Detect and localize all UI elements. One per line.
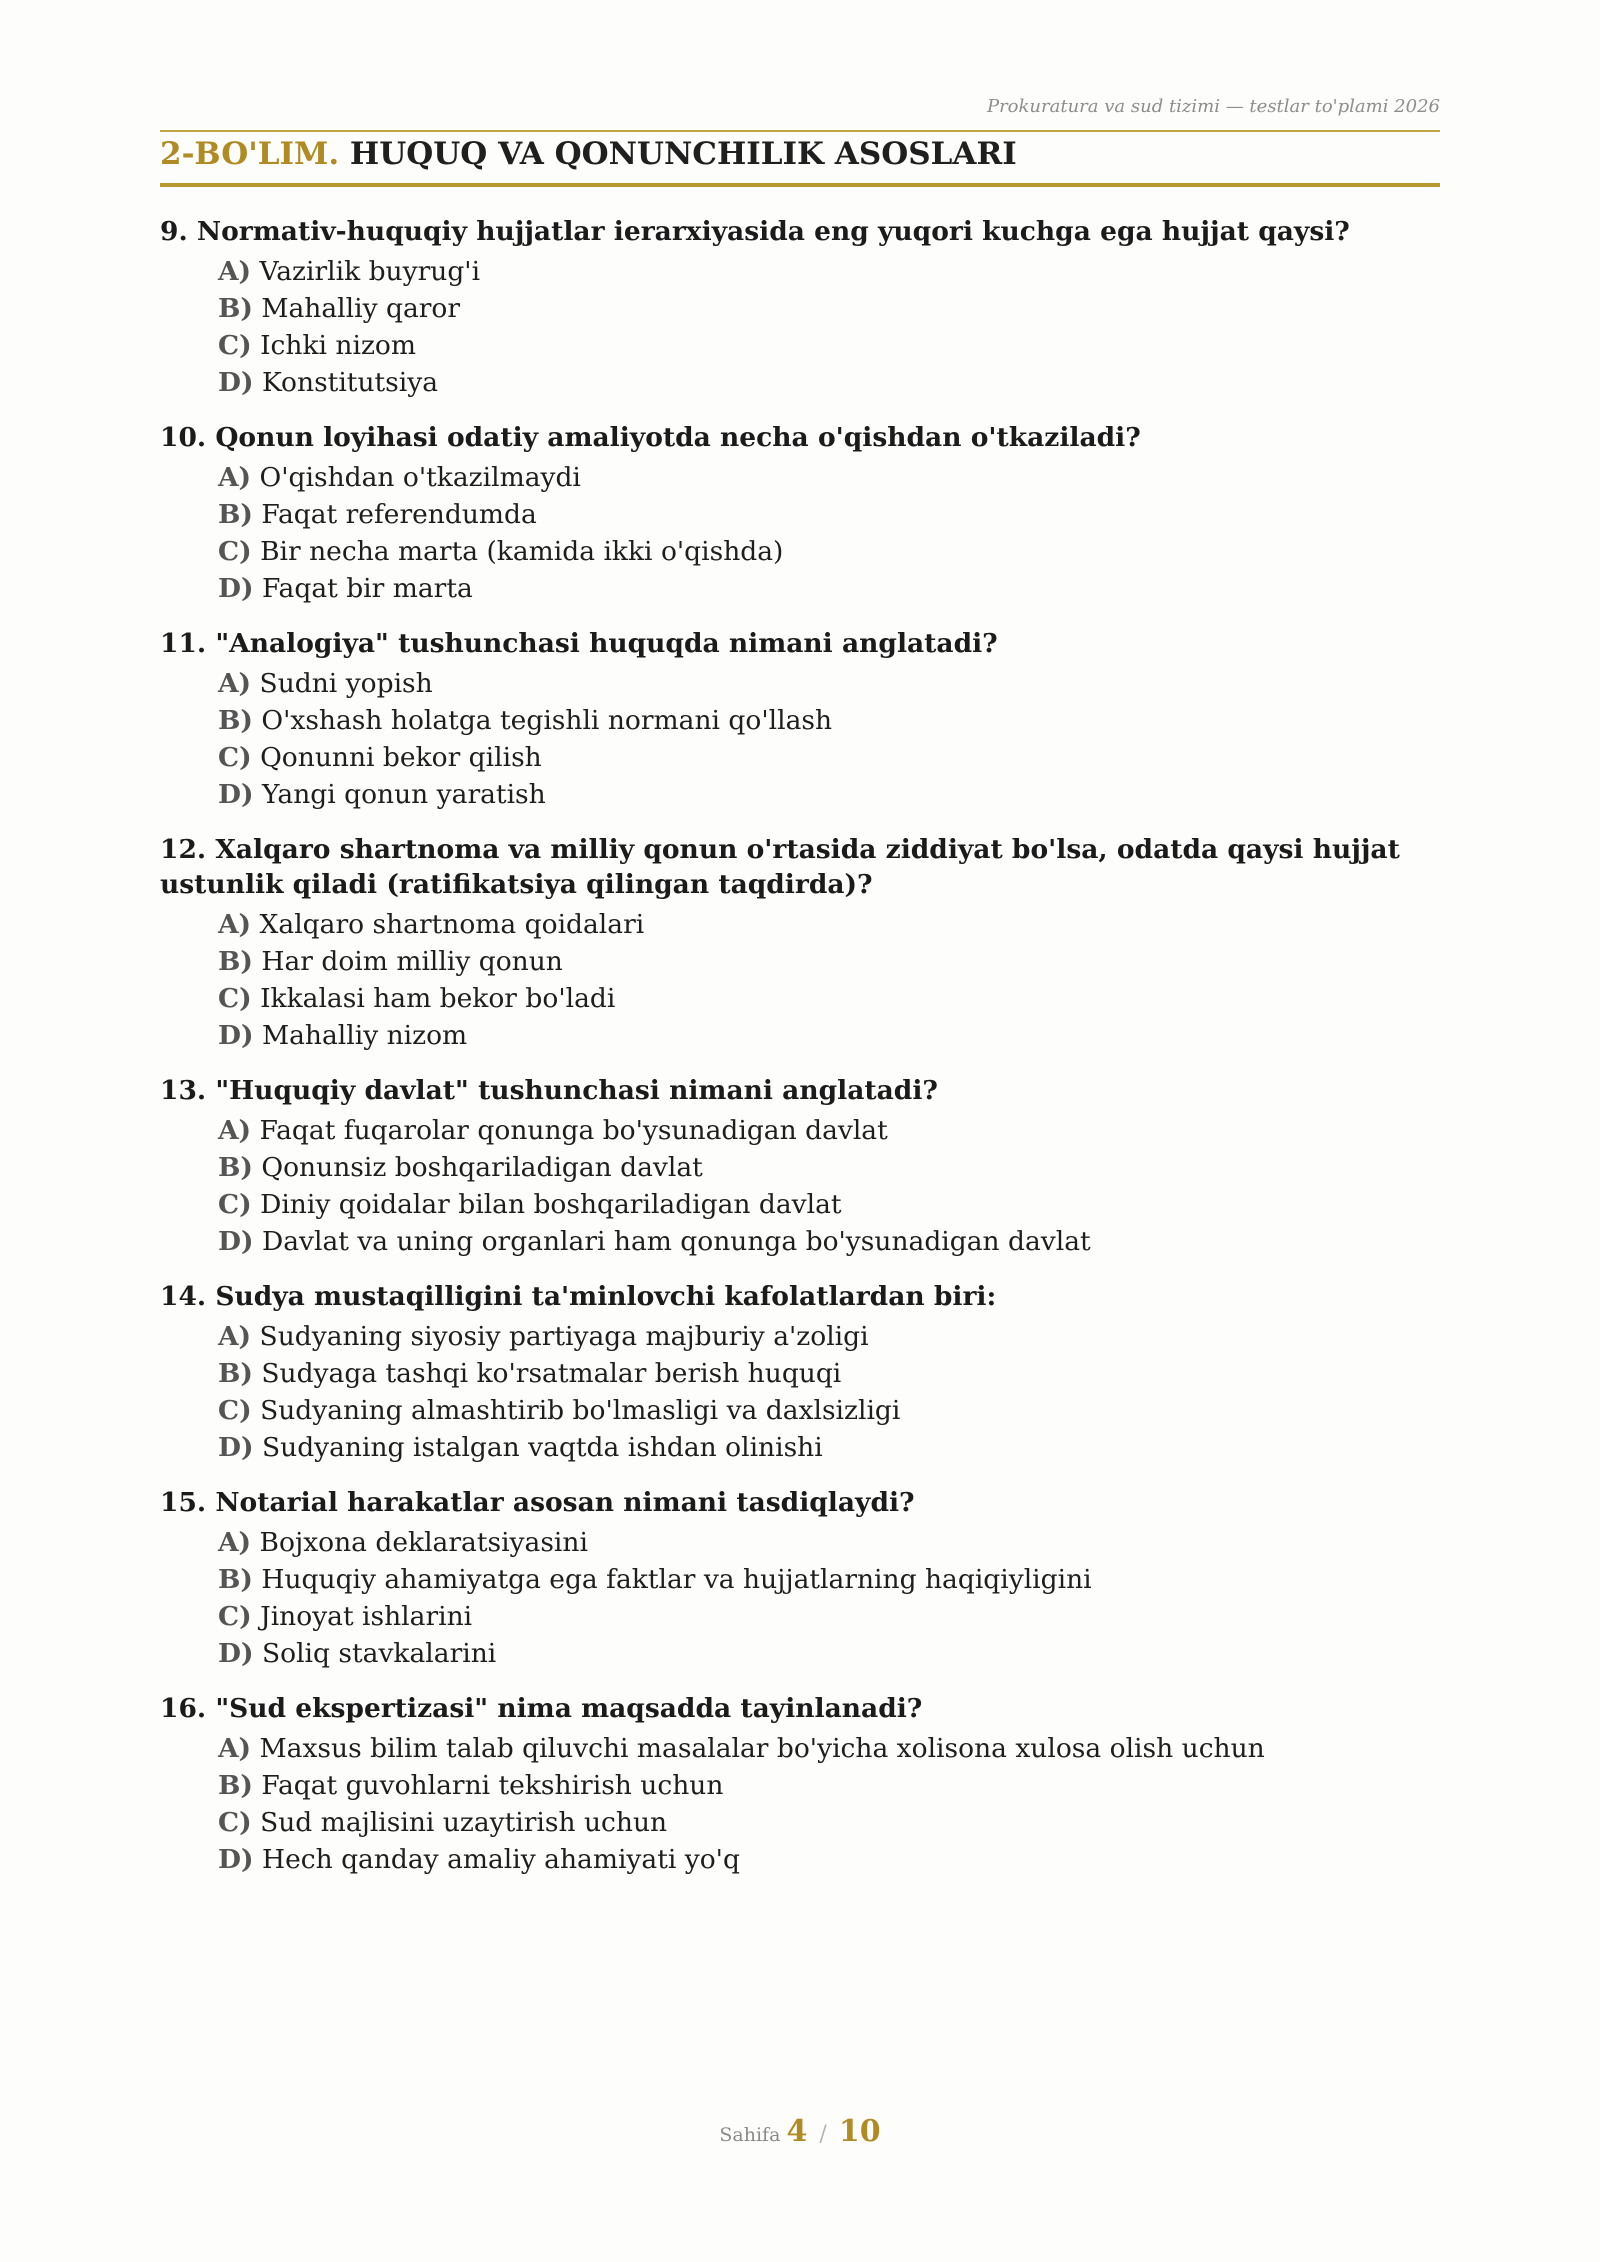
option-letter: B) xyxy=(218,1564,253,1595)
answer-option xyxy=(218,739,1440,776)
answer-option xyxy=(218,1598,1440,1635)
option-text: O'qishdan o'tkazilmaydi xyxy=(259,462,581,493)
answer-option xyxy=(218,1017,1440,1054)
answer-option xyxy=(218,1186,1440,1223)
answer-option xyxy=(218,1355,1440,1392)
option-text: Soliq stavkalarini xyxy=(261,1638,497,1669)
option-text: Faqat bir marta xyxy=(261,573,473,604)
answer-option xyxy=(218,943,1440,980)
option-text: Xalqaro shartnoma qoidalari xyxy=(259,909,645,940)
answer-option xyxy=(218,570,1440,607)
option-list xyxy=(218,1112,1440,1260)
option-letter: A) xyxy=(218,256,252,287)
option-letter: A) xyxy=(218,1733,252,1764)
answer-option xyxy=(218,253,1440,290)
page-separator: / xyxy=(819,2122,827,2147)
option-text: Huquqiy ahamiyatga ega faktlar va hujjatlarning haqiqiyligini xyxy=(261,1564,1092,1595)
question-block xyxy=(160,832,1440,1054)
option-text: Diniy qoidalar bilan boshqariladigan davlat xyxy=(260,1189,842,1220)
running-header: Prokuratura va sud tizimi — testlar to'plami 2026 xyxy=(986,96,1440,117)
option-text: Sudyaning almashtirib bo'lmasligi va daxlsizligi xyxy=(260,1395,901,1426)
option-letter: B) xyxy=(218,499,253,530)
option-letter: D) xyxy=(218,367,254,398)
answer-option xyxy=(218,1524,1440,1561)
option-text: Yangi qonun yaratish xyxy=(261,779,546,810)
option-letter: D) xyxy=(218,1844,254,1875)
option-text: Maxsus bilim talab qiluvchi masalalar bo'yicha xolisona xulosa olish uchun xyxy=(259,1733,1265,1764)
option-letter: C) xyxy=(218,1189,252,1220)
option-text: Sudyaning siyosiy partiyaga majburiy a'zoligi xyxy=(259,1321,869,1352)
option-letter: C) xyxy=(218,742,252,773)
option-list xyxy=(218,253,1440,401)
option-letter: A) xyxy=(218,1115,252,1146)
section-heading: HUQUQ VA QONUNCHILIK ASOSLARI xyxy=(349,136,1017,172)
question-title: 13. "Huquqiy davlat" tushunchasi nimani anglatadi? xyxy=(160,1075,938,1106)
question-title: 11. "Analogiya" tushunchasi huquqda nimani anglatadi? xyxy=(160,628,998,659)
page-total: 10 xyxy=(838,2114,881,2149)
answer-option xyxy=(218,1841,1440,1878)
question-title: 12. Xalqaro shartnoma va milliy qonun o'rtasida ziddiyat bo'lsa, odatda qaysi hujjat ustunlik qiladi (ratifikatsiya qilingan taqdirda)? xyxy=(160,834,1400,900)
option-text: Qonunni bekor qilish xyxy=(260,742,542,773)
option-letter: C) xyxy=(218,983,252,1014)
answer-option xyxy=(218,702,1440,739)
answer-option xyxy=(218,496,1440,533)
answer-option xyxy=(218,459,1440,496)
option-text: O'xshash holatga tegishli normani qo'llash xyxy=(261,705,833,736)
option-letter: C) xyxy=(218,536,252,567)
option-letter: A) xyxy=(218,668,252,699)
answer-option xyxy=(218,1767,1440,1804)
option-text: Vazirlik buyrug'i xyxy=(259,256,481,287)
option-text: Bojxona deklaratsiyasini xyxy=(259,1527,588,1558)
option-list xyxy=(218,1524,1440,1672)
option-list xyxy=(218,1318,1440,1466)
question-title: 9. Normativ-huquqiy hujjatlar ierarxiyasida eng yuqori kuchga ega hujjat qaysi? xyxy=(160,216,1350,247)
question-block xyxy=(160,214,1440,401)
option-letter: B) xyxy=(218,1358,253,1389)
option-letter: D) xyxy=(218,1432,254,1463)
option-text: Hech qanday amaliy ahamiyati yo'q xyxy=(261,1844,740,1875)
option-text: Sudni yopish xyxy=(259,668,433,699)
answer-option xyxy=(218,980,1440,1017)
option-text: Faqat fuqarolar qonunga bo'ysunadigan davlat xyxy=(259,1115,888,1146)
answer-option xyxy=(218,1730,1440,1767)
section-rule xyxy=(160,183,1440,187)
section-title xyxy=(160,136,1017,172)
answer-option xyxy=(218,1804,1440,1841)
option-list xyxy=(218,906,1440,1054)
answer-option xyxy=(218,1392,1440,1429)
option-letter: B) xyxy=(218,946,253,977)
option-letter: A) xyxy=(218,1527,252,1558)
question-block xyxy=(160,1279,1440,1466)
answer-option xyxy=(218,290,1440,327)
option-letter: D) xyxy=(218,1638,254,1669)
option-text: Jinoyat ishlarini xyxy=(260,1601,473,1632)
option-list xyxy=(218,665,1440,813)
answer-option xyxy=(218,1635,1440,1672)
answer-option xyxy=(218,1318,1440,1355)
option-letter: D) xyxy=(218,573,254,604)
question-block xyxy=(160,1485,1440,1672)
answer-option xyxy=(218,776,1440,813)
option-letter: A) xyxy=(218,462,252,493)
option-text: Sud majlisini uzaytirish uchun xyxy=(260,1807,668,1838)
page-footer xyxy=(0,2114,1600,2149)
question-block xyxy=(160,1073,1440,1260)
question-block xyxy=(160,420,1440,607)
answer-option xyxy=(218,906,1440,943)
option-letter: A) xyxy=(218,909,252,940)
question-title: 10. Qonun loyihasi odatiy amaliyotda necha o'qishdan o'tkaziladi? xyxy=(160,422,1141,453)
option-text: Ikkalasi ham bekor bo'ladi xyxy=(260,983,616,1014)
answer-option xyxy=(218,327,1440,364)
answer-option xyxy=(218,364,1440,401)
header-rule xyxy=(160,130,1440,132)
option-text: Konstitutsiya xyxy=(261,367,439,398)
question-block xyxy=(160,626,1440,813)
option-letter: D) xyxy=(218,779,254,810)
option-letter: D) xyxy=(218,1020,254,1051)
answer-option xyxy=(218,1429,1440,1466)
option-text: Faqat referendumda xyxy=(261,499,537,530)
option-text: Sudyaning istalgan vaqtda ishdan olinishi xyxy=(261,1432,823,1463)
section-number: 2-BO'LIM. xyxy=(160,136,340,172)
option-text: Mahalliy nizom xyxy=(261,1020,468,1051)
option-letter: A) xyxy=(218,1321,252,1352)
question-block xyxy=(160,1691,1440,1878)
option-letter: B) xyxy=(218,705,253,736)
answer-option xyxy=(218,1149,1440,1186)
option-letter: C) xyxy=(218,1807,252,1838)
option-text: Faqat guvohlarni tekshirish uchun xyxy=(261,1770,724,1801)
option-text: Qonunsiz boshqariladigan davlat xyxy=(261,1152,703,1183)
option-letter: C) xyxy=(218,1395,252,1426)
option-letter: B) xyxy=(218,1770,253,1801)
answer-option xyxy=(218,533,1440,570)
option-text: Bir necha marta (kamida ikki o'qishda) xyxy=(260,536,784,567)
option-text: Mahalliy qaror xyxy=(261,293,461,324)
option-letter: C) xyxy=(218,330,252,361)
answer-option xyxy=(218,1112,1440,1149)
page-current: 4 xyxy=(786,2114,808,2149)
option-letter: B) xyxy=(218,1152,253,1183)
option-text: Ichki nizom xyxy=(260,330,416,361)
option-text: Har doim milliy qonun xyxy=(261,946,563,977)
question-list xyxy=(160,214,1440,1897)
option-list xyxy=(218,459,1440,607)
option-text: Sudyaga tashqi ko'rsatmalar berish huquqi xyxy=(261,1358,842,1389)
answer-option xyxy=(218,1561,1440,1598)
page-label: Sahifa xyxy=(719,2124,781,2146)
question-title: 14. Sudya mustaqilligini ta'minlovchi kafolatlardan biri: xyxy=(160,1281,997,1312)
option-letter: C) xyxy=(218,1601,252,1632)
question-title: 15. Notarial harakatlar asosan nimani tasdiqlaydi? xyxy=(160,1487,915,1518)
option-letter: B) xyxy=(218,293,253,324)
answer-option xyxy=(218,665,1440,702)
option-list xyxy=(218,1730,1440,1878)
option-text: Davlat va uning organlari ham qonunga bo'ysunadigan davlat xyxy=(261,1226,1091,1257)
answer-option xyxy=(218,1223,1440,1260)
question-title: 16. "Sud ekspertizasi" nima maqsadda tayinlanadi? xyxy=(160,1693,923,1724)
option-letter: D) xyxy=(218,1226,254,1257)
